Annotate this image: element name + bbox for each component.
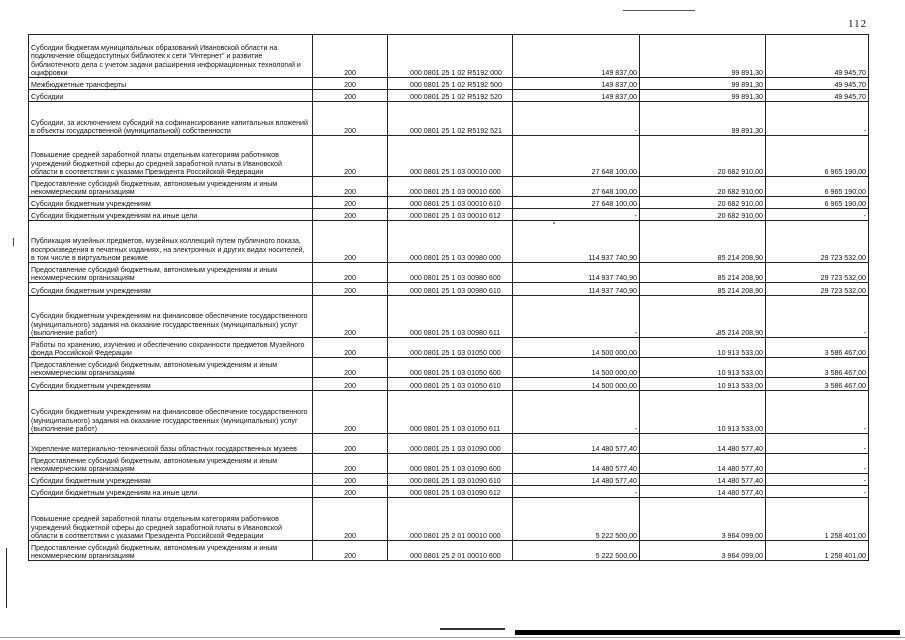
row-kbk: 000 0801 25 1 03 00980 600 (388, 263, 513, 283)
row-code: 200 (313, 283, 388, 296)
row-value-3: - (766, 474, 869, 486)
budget-table-body (29, 35, 869, 561)
row-value-3: 49 945,70 (766, 35, 869, 78)
row-name: Субсидии бюджетным учреждениям (29, 283, 313, 296)
row-value-1: 14 480 577,40 (513, 454, 640, 474)
row-name: Субсидии (29, 90, 313, 102)
table-row (29, 221, 869, 263)
scan-mark-top (623, 10, 695, 11)
row-kbk: 000 0801 25 1 03 00980 000 (388, 221, 513, 263)
row-value-1: 114 937 740,90 (513, 263, 640, 283)
row-kbk: 000 0801 25 1 02 R5192 521 (388, 102, 513, 136)
row-value-2: 99 891,30 (640, 102, 766, 136)
row-name: Предоставление субсидий бюджетным, автономным учреждениям и иным некоммерческим организациям (29, 541, 313, 561)
row-value-2: 85 214 208,90 (640, 221, 766, 263)
row-name: Предоставление субсидий бюджетным, автономным учреждениям и иным некоммерческим организациям (29, 177, 313, 197)
row-kbk: 000 0801 25 1 03 00010 000 (388, 136, 513, 177)
table-row (29, 338, 869, 358)
table-row (29, 102, 869, 136)
row-value-2: 20 682 910,00 (640, 209, 766, 221)
row-name: Работы по хранению, изучению и обеспечению сохранности предметов Музейного фонда Российской Федерации (29, 338, 313, 358)
row-code: 200 (313, 136, 388, 177)
row-name: Субсидии, за исключением субсидий на софинансирование капитальных вложений в объекты государственной (муниципальной) собственности (29, 102, 313, 136)
table-row (29, 296, 869, 338)
row-value-2: 20 682 910,00 (640, 197, 766, 209)
row-value-2: 10 913 533,00 (640, 338, 766, 358)
scan-edge-line (0, 637, 905, 638)
row-code: 200 (313, 102, 388, 136)
row-code: 200 (313, 541, 388, 561)
row-name: Субсидии бюджетным учреждениям (29, 378, 313, 391)
row-code: 200 (313, 358, 388, 378)
table-row (29, 474, 869, 486)
row-value-2: 85 214 208,90 (640, 263, 766, 283)
row-value-3: 29 723 532,00 (766, 263, 869, 283)
table-row (29, 434, 869, 454)
row-value-1: 149 837,00 (513, 78, 640, 90)
row-name: Публикация музейных предметов, музейных коллекций путем публичного показа, воспроизведения в печатных изданиях, на электронных и других видах носителей, в том числе в виртуальном режиме (29, 221, 313, 263)
row-code: 200 (313, 391, 388, 434)
row-value-1: 5 222 500,00 (513, 498, 640, 541)
table-row (29, 498, 869, 541)
row-kbk: 000 0801 25 1 03 01050 610 (388, 378, 513, 391)
row-value-3: 6 965 190,00 (766, 177, 869, 197)
row-kbk: 000 0801 25 2 01 00010 000 (388, 498, 513, 541)
row-value-2: 14 480 577,40 (640, 454, 766, 474)
table-row (29, 454, 869, 474)
row-value-1: - (513, 486, 640, 498)
row-value-2: 20 682 910,00 (640, 177, 766, 197)
row-kbk: 000 0801 25 1 03 01050 000 (388, 338, 513, 358)
row-value-1: 27 648 100,00 (513, 177, 640, 197)
row-value-2: 3 964 099,00 (640, 541, 766, 561)
row-value-1: 114 937 740,90 (513, 221, 640, 263)
row-value-1: 27 648 100,00 (513, 136, 640, 177)
row-code: 200 (313, 474, 388, 486)
row-value-1: 14 500 000,00 (513, 378, 640, 391)
row-value-3: - (766, 296, 869, 338)
table-row (29, 90, 869, 102)
row-name: Предоставление субсидий бюджетным, автономным учреждениям и иным некоммерческим организациям (29, 358, 313, 378)
row-kbk: 000 0801 25 1 03 00010 612 (388, 209, 513, 221)
scan-edge-bottom (515, 630, 900, 635)
row-value-2: 10 913 533,00 (640, 378, 766, 391)
table-row (29, 136, 869, 177)
row-code: 200 (313, 78, 388, 90)
row-code: 200 (313, 35, 388, 78)
row-value-1: 27 648 100,00 (513, 197, 640, 209)
row-value-3: 6 965 190,00 (766, 136, 869, 177)
row-value-2: 20 682 910,00 (640, 136, 766, 177)
row-value-1: - (513, 296, 640, 338)
row-kbk: 000 0801 25 1 03 01050 600 (388, 358, 513, 378)
row-value-3: - (766, 486, 869, 498)
table-row (29, 263, 869, 283)
row-value-2: 10 913 533,00 (640, 391, 766, 434)
row-value-1: 14 480 577,40 (513, 474, 640, 486)
row-name: Предоставление субсидий бюджетным, автономным учреждениям и иным некоммерческим организациям (29, 263, 313, 283)
scan-mark-bottom (440, 628, 505, 630)
row-kbk: 000 0801 25 1 03 01090 600 (388, 454, 513, 474)
row-kbk: 000 0801 25 1 03 00980 611 (388, 296, 513, 338)
table-row (29, 378, 869, 391)
row-name: Предоставление субсидий бюджетным, автономным учреждениям и иным некоммерческим организациям (29, 454, 313, 474)
row-value-1: 14 500 000,00 (513, 338, 640, 358)
row-kbk: 000 0801 25 1 02 R5192 520 (388, 90, 513, 102)
row-code: 200 (313, 498, 388, 541)
row-name: Субсидии бюджетным учреждениям на иные цели (29, 209, 313, 221)
row-value-2: 14 480 577,40 (640, 486, 766, 498)
row-value-2: 99 891,30 (640, 78, 766, 90)
table-row (29, 283, 869, 296)
table-row (29, 177, 869, 197)
row-value-2: 85 214 208,90 (640, 283, 766, 296)
row-code: 200 (313, 434, 388, 454)
row-value-2: 10 913 533,00 (640, 358, 766, 378)
row-name: Субсидии бюджетным учреждениям на финансовое обеспечение государственного (муниципального) задания на оказание государственных (муниципальных) услуг (выполнение работ) (29, 391, 313, 434)
row-value-3: - (766, 391, 869, 434)
row-kbk: 000 0801 25 1 03 00980 610 (388, 283, 513, 296)
row-value-2: 85 214 208,90 (640, 296, 766, 338)
row-value-2: 99 891,30 (640, 90, 766, 102)
row-name: Субсидии бюджетным учреждениям на финансовое обеспечение государственного (муниципального) задания на оказание государственных (муниципальных) услуг (выполнение работ) (29, 296, 313, 338)
table-row (29, 197, 869, 209)
scan-mark-left-bottom (6, 548, 7, 608)
row-value-3: - (766, 102, 869, 136)
table-row (29, 35, 869, 78)
row-kbk: 000 0801 25 1 02 R5192 000 (388, 35, 513, 78)
row-name: Субсидии бюджетным учреждениям (29, 474, 313, 486)
row-value-1: 14 500 000,00 (513, 358, 640, 378)
row-code: 200 (313, 263, 388, 283)
row-code: 200 (313, 296, 388, 338)
row-value-3: 6 965 190,00 (766, 197, 869, 209)
row-kbk: 000 0801 25 2 01 00010 600 (388, 541, 513, 561)
table-row (29, 486, 869, 498)
row-value-1: 5 222 500,00 (513, 541, 640, 561)
row-kbk: 000 0801 25 1 03 00010 600 (388, 177, 513, 197)
row-value-1: - (513, 391, 640, 434)
row-kbk: 000 0801 25 1 03 00010 610 (388, 197, 513, 209)
row-value-1: 114 937 740,90 (513, 283, 640, 296)
row-value-2: 3 964 099,00 (640, 498, 766, 541)
row-value-3: - (766, 454, 869, 474)
row-name: Субсидии бюджетам муниципальных образований Ивановской области на подключение общедоступных библиотек к сети "Интернет" и развитие библиотечного дела с учетом задачи расширения информационных технологий и оцифровки (29, 35, 313, 78)
row-name: Повышение средней заработной платы отдельным категориям работников учреждений бюджетной сферы до средней заработной платы в Ивановской области в соответствии с указами Президента Российской Федерации (29, 136, 313, 177)
row-value-3: 1 258 401,00 (766, 498, 869, 541)
row-value-2: 14 480 577,40 (640, 474, 766, 486)
budget-table (28, 34, 869, 561)
row-value-3: 49 945,70 (766, 78, 869, 90)
row-value-3: 3 586 467,00 (766, 338, 869, 358)
row-value-2: 14 480 577,40 (640, 434, 766, 454)
table-row (29, 78, 869, 90)
row-name: Межбюджетные трансферты (29, 78, 313, 90)
row-value-3: 3 586 467,00 (766, 378, 869, 391)
row-value-3: - (766, 209, 869, 221)
row-code: 200 (313, 486, 388, 498)
row-name: Повышение средней заработной платы отдельным категориям работников учреждений бюджетной сферы до средней заработной платы в Ивановской области в соответствии с указами Президента Российской Федерации (29, 498, 313, 541)
row-code: 200 (313, 209, 388, 221)
row-value-3: - (766, 434, 869, 454)
row-name: Субсидии бюджетным учреждениям на иные цели (29, 486, 313, 498)
row-code: 200 (313, 378, 388, 391)
row-name: Субсидии бюджетным учреждениям (29, 197, 313, 209)
row-kbk: 000 0801 25 1 03 01090 610 (388, 474, 513, 486)
row-value-1: 14 480 577,40 (513, 434, 640, 454)
row-value-3: 3 586 467,00 (766, 358, 869, 378)
row-code: 200 (313, 177, 388, 197)
row-kbk: 000 0801 25 1 03 01090 612 (388, 486, 513, 498)
row-code: 200 (313, 90, 388, 102)
row-value-3: 29 723 532,00 (766, 221, 869, 263)
page-number: 112 (848, 18, 868, 30)
table-row (29, 358, 869, 378)
row-value-1: - (513, 209, 640, 221)
row-code: 200 (313, 338, 388, 358)
table-row (29, 541, 869, 561)
row-value-3: 1 258 401,00 (766, 541, 869, 561)
row-value-1: 149 837,00 (513, 90, 640, 102)
row-value-1: 149 837,00 (513, 35, 640, 78)
row-code: 200 (313, 454, 388, 474)
row-code: 200 (313, 197, 388, 209)
row-code: 200 (313, 221, 388, 263)
row-value-3: 49 945,70 (766, 90, 869, 102)
row-kbk: 000 0801 25 1 03 01090 000 (388, 434, 513, 454)
row-value-1: - (513, 102, 640, 136)
scan-mark-left (13, 238, 14, 246)
row-name: Укрепление материально-технической базы областных государственных музеев (29, 434, 313, 454)
table-row (29, 391, 869, 434)
table-row (29, 209, 869, 221)
row-value-3: 29 723 532,00 (766, 283, 869, 296)
row-kbk: 000 0801 25 1 03 01050 611 (388, 391, 513, 434)
row-kbk: 000 0801 25 1 02 R5192 500 (388, 78, 513, 90)
row-value-2: 99 891,30 (640, 35, 766, 78)
